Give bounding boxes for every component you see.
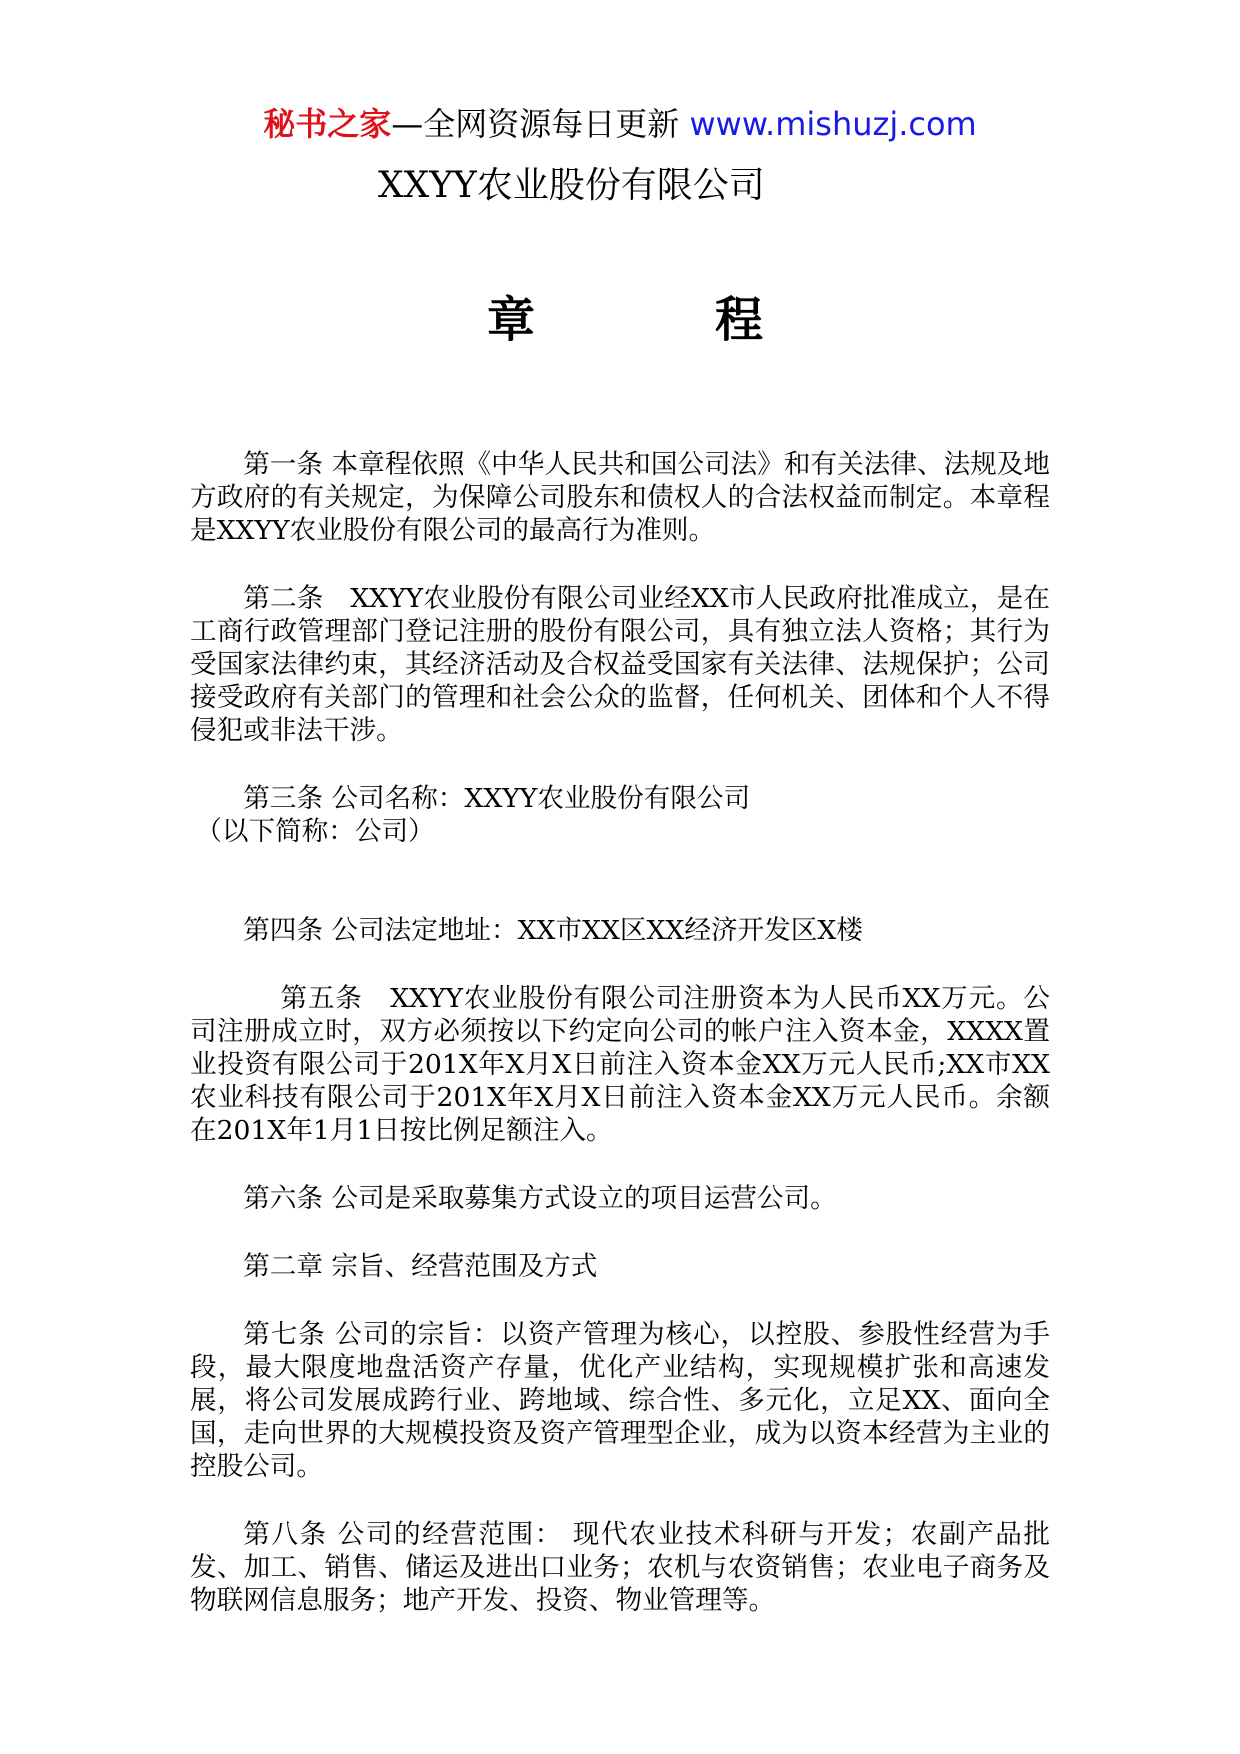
site-url[interactable]: www.mishuzj.com (689, 105, 977, 143)
document-body (190, 448, 1050, 1617)
article-8: 第八条 公司的经营范围： 现代农业技术科研与开发；农副产品批发、加工、销售、储运及进出口业务；农机与农资销售；农业电子商务及物联网信息服务；地产开发、投资、物业管理等。 (190, 1519, 1050, 1616)
article-4: 第四条 公司法定地址：XX市XX区XX经济开发区X楼 (243, 915, 863, 946)
banner-slogan: —全网资源每日更新 (391, 105, 680, 143)
site-banner (0, 102, 1240, 146)
article-1: 第一条 本章程依照《中华人民共和国公司法》和有关法律、法规及地方政府的有关规定，为保障公司股东和债权人的合法权益而制定。本章程是XXYY农业股份有限公司的最高行为准则。 (190, 449, 1050, 546)
company-name: XXYY农业股份有限公司 (378, 165, 765, 206)
chapter-2-heading: 第二章 宗旨、经营范围及方式 (243, 1251, 598, 1282)
title-char-1: 章 (487, 292, 536, 348)
brand-name: 秘书之家 (263, 105, 392, 143)
article-7: 第七条 公司的宗旨：以资产管理为核心，以控股、参股性经营为手 段，最大限度地盘活资产存量，优化产业结构，实现规模扩张和高速发展，将公司发展成跨行业、跨地域、综合性、多元化，立足XX、面向全国，走向世界的大规模投资及资产管理型企业，成为以资本经营为主业的控股公司。 (190, 1319, 1050, 1482)
article-3: 第三条 公司名称：XXYY农业股份有限公司 (243, 783, 751, 814)
article-5: 第五条 XXYY农业股份有限公司注册资本为人民币XX万元。公司注册成立时，双方必须按以下约定向公司的帐户注入资本金，XXXX置业投资有限公司于201X年X月X日前注入资本金XX万元人民币;XX市XX农业科技有限公司于201X年X月X日前注入资本金XX万元人民币。余额在201X年1月1日按比例足额注入。 (190, 983, 1050, 1146)
article-6: 第六条 公司是采取募集方式设立的项目运营公司。 (243, 1183, 837, 1214)
article-2: 第二条 XXYY农业股份有限公司业经XX市人民政府批准成立，是在工商行政管理部门登记注册的股份有限公司，具有独立法人资格；其行为受国家法律约束，其经济活动及合权益受国家有关法律、法规保护；公司接受政府有关部门的管理和社会公众的监督，任何机关、团体和个人不得侵犯或非法干涉。 (190, 583, 1050, 746)
title-char-2: 程 (715, 292, 764, 348)
article-3-note: （以下简称：公司） (195, 816, 435, 847)
